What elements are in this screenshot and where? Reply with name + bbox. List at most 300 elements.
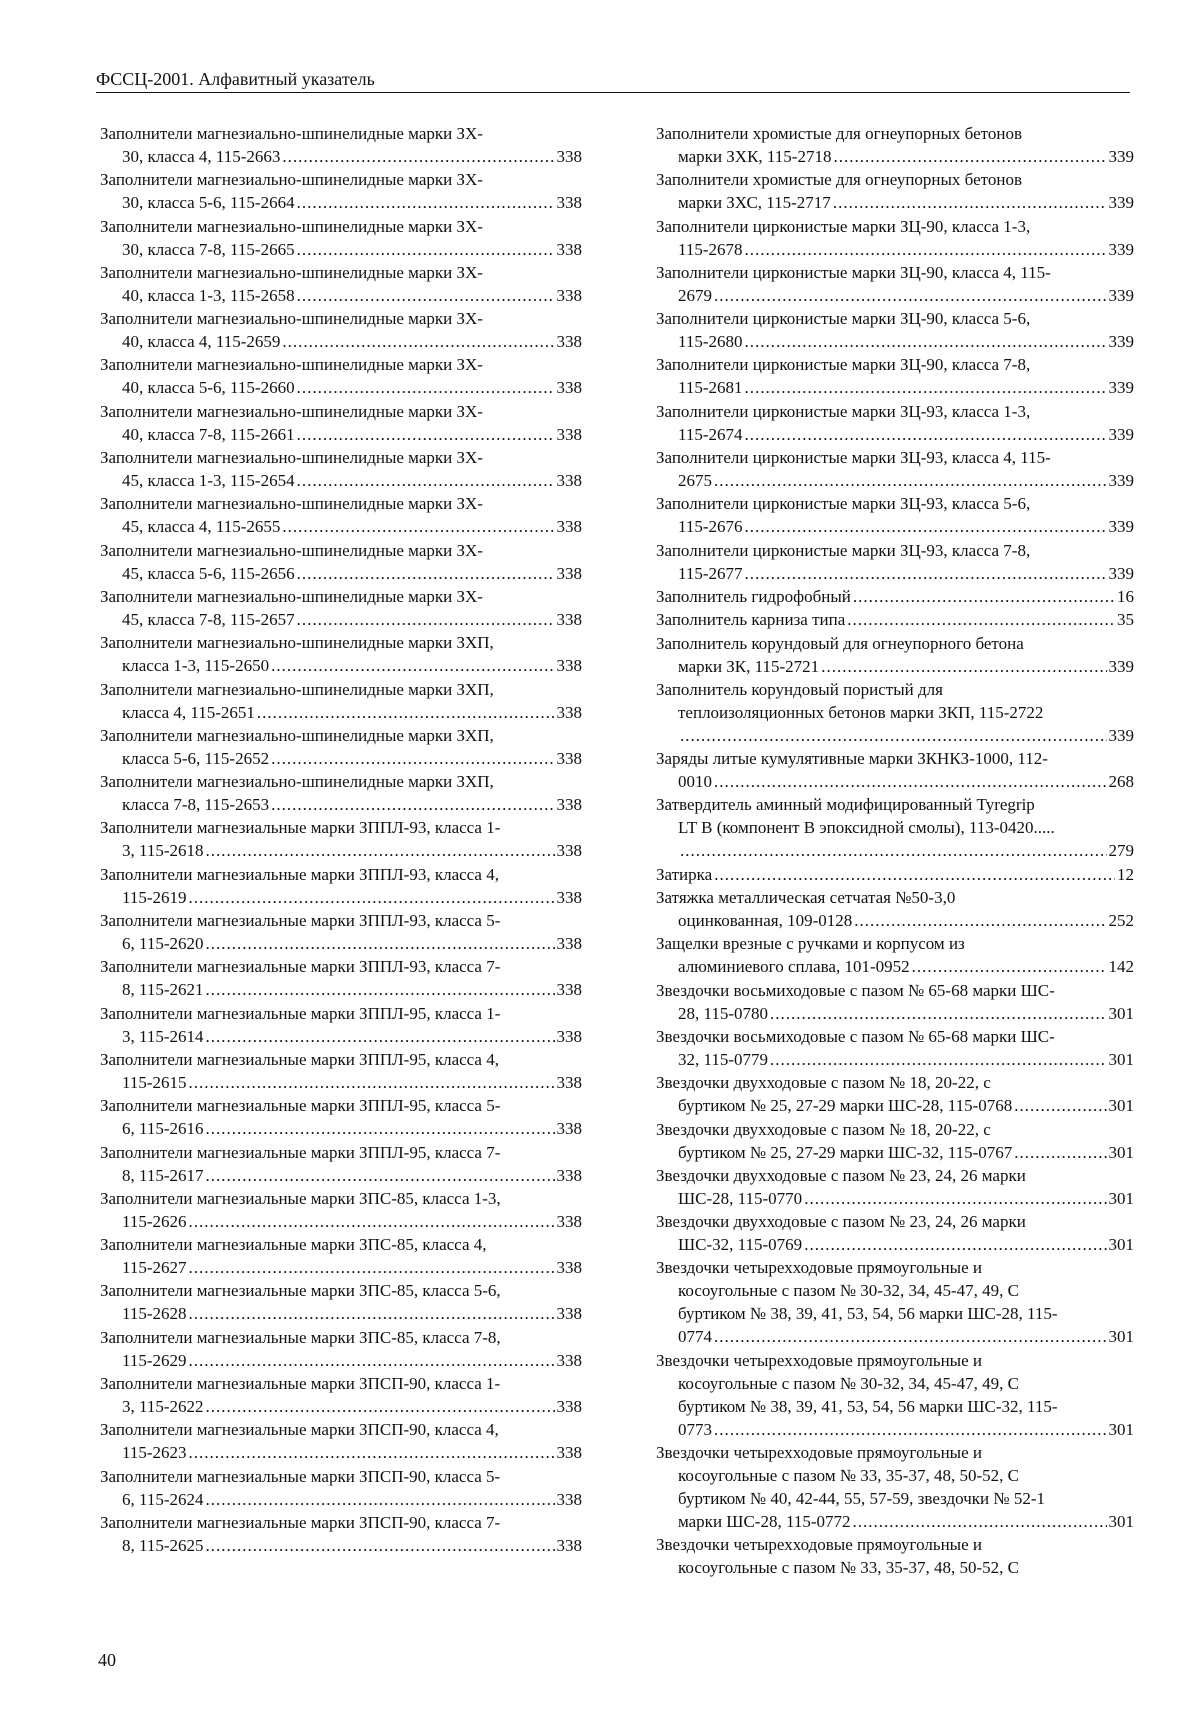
dot-leader [297,191,555,214]
entry-line: Заполнители магнезиальные марки ЗПС-85, класса 5-6, [100,1281,501,1301]
entry-last-line [656,770,1134,793]
entry-line: теплоизоляционных бетонов марки ЗКП, 115-2722 [678,702,1044,722]
entry-line: Заполнители магнезиально-шпинелидные марки ЗХ- [100,401,483,421]
entry-line: Заполнители магнезиально-шпинелидные марки ЗХ- [100,262,483,282]
entry-text: Заполнитель карниза типа [656,610,846,630]
entry-line: косоугольные с пазом № 33, 35-37, 48, 50-52, С [678,1558,1019,1578]
entry-last-line [100,793,582,816]
dot-leader [189,1210,555,1233]
entry-text: ШС-28, 115-0770 [678,1188,803,1208]
dot-leader [853,585,1115,608]
dot-leader [1014,1094,1106,1117]
entry-text: 6, 115-2620 [122,934,204,954]
index-entry [656,747,1134,793]
entry-line: буртиком № 38, 39, 41, 53, 54, 56 марки ШС-28, 115- [678,1304,1058,1324]
index-entry [100,585,582,631]
dot-leader [912,955,1107,978]
entry-line: Заполнители магнезиальные марки ЗПС-85, класса 7-8, [100,1327,501,1347]
entry-text: марки ЗК, 115-2721 [678,656,820,676]
entry-text: 115-2677 [678,563,743,583]
entry-line: Заполнители цирконистые марки ЗЦ-93, класса 7-8, [656,540,1031,560]
entry-text: класса 5-6, 115-2652 [122,748,270,768]
index-entry [656,539,1134,585]
entry-last-line [100,1210,582,1233]
index-entry [656,122,1134,168]
entry-last-line [100,1349,582,1372]
running-header [96,68,1130,93]
entry-last-line [100,284,582,307]
entry-line: Заполнители магнезиальные марки ЗППЛ-95, класса 5- [100,1096,501,1116]
index-entry [656,1025,1134,1071]
entry-text: 115-2628 [122,1304,187,1324]
entry-line: Заполнители магнезиально-шпинелидные марки ЗХП, [100,772,494,792]
dot-leader [206,1164,555,1187]
entry-text: класса 7-8, 115-2653 [122,795,270,815]
entry-last-line [100,654,582,677]
entry-line: Заполнители хромистые для огнеупорных бетонов [656,170,1022,190]
entry-text: 6, 115-2616 [122,1119,204,1139]
index-entry [100,816,582,862]
index-entry [656,1256,1134,1348]
page-ref: 338 [556,1397,582,1417]
dot-leader [271,793,554,816]
entry-line: Звездочки восьмиходовые с пазом № 65-68 марки ШС- [656,1026,1055,1046]
entry-text: класса 1-3, 115-2650 [122,656,270,676]
index-column-right [656,122,1134,1580]
dot-leader [282,145,554,168]
entry-text: 6, 115-2624 [122,1489,204,1509]
page-ref: 339 [1108,193,1134,213]
entry-last-line [100,1441,582,1464]
page-ref: 301 [1108,1327,1134,1347]
entry-text: 8, 115-2625 [122,1535,204,1555]
page-ref: 339 [1108,563,1134,583]
entry-text: 115-2627 [122,1258,187,1278]
index-entry [656,608,1134,631]
dot-leader [745,562,1107,585]
dot-leader [847,608,1115,631]
index-entry [656,678,1134,747]
page-ref: 338 [556,841,582,861]
page-ref: 338 [556,1258,582,1278]
entry-text: Заполнитель гидрофобный [656,586,851,606]
dot-leader [206,932,555,955]
index-entry [100,955,582,1001]
page-ref: 338 [556,1350,582,1370]
entry-text: 3, 115-2622 [122,1397,204,1417]
index-entry [656,632,1134,678]
entry-last-line [656,1048,1134,1071]
page-ref: 12 [1117,864,1134,884]
index-entry [100,261,582,307]
dot-leader [804,1233,1106,1256]
index-entry [100,446,582,492]
entry-line: Заполнители магнезиальные марки ЗПС-85, класса 1-3, [100,1188,501,1208]
entry-last-line [656,423,1134,446]
entry-line: Заполнители хромистые для огнеупорных бетонов [656,124,1022,143]
entry-line: Заполнители магнезиальные марки ЗПСП-90, класса 7- [100,1512,501,1532]
index-entry [100,1002,582,1048]
entry-last-line [656,863,1134,886]
dot-leader [189,1071,555,1094]
page-ref: 339 [1108,725,1134,745]
entry-line: Заполнители магнезиально-шпинелидные марки ЗХ- [100,540,483,560]
entry-line: Заряды литые кумулятивные марки ЗКНКЗ-1000, 112- [656,749,1048,769]
entry-line: косоугольные с пазом № 33, 35-37, 48, 50-52, С [678,1466,1019,1486]
page-ref: 338 [556,1119,582,1139]
entry-line: Заполнители магнезиальные марки ЗППЛ-93, класса 4, [100,864,499,884]
index-entry [100,1233,582,1279]
page-ref: 338 [556,193,582,213]
page-ref: 339 [1108,656,1134,676]
entry-last-line [100,562,582,585]
entry-last-line [100,515,582,538]
entry-last-line [656,1325,1134,1348]
entry-line: LT B (компонент B эпоксидной смолы), 113-0420..... [678,818,1055,838]
entry-line: Заполнители магнезиально-шпинелидные марки ЗХ- [100,586,483,606]
entry-last-line [100,747,582,770]
dot-leader [833,145,1106,168]
entry-last-line [656,562,1134,585]
page-ref: 268 [1108,772,1134,792]
entry-line: Заполнители магнезиально-шпинелидные марки ЗХ- [100,494,483,514]
page-ref: 338 [556,1165,582,1185]
entry-line: Заполнители магнезиально-шпинелидные марки ЗХ- [100,448,483,468]
entry-last-line [656,585,1134,608]
entry-text: 115-2674 [678,424,743,444]
entry-text: 3, 115-2618 [122,841,204,861]
dot-leader [745,330,1107,353]
entry-text: 2675 [678,471,712,491]
index-entry [656,215,1134,261]
page-ref: 301 [1108,1235,1134,1255]
entry-text: 115-2629 [122,1350,187,1370]
index-entry [656,863,1134,886]
page-ref: 338 [556,1026,582,1046]
page-ref: 338 [556,1211,582,1231]
entry-last-line [100,978,582,1001]
entry-line: Заполнители цирконистые марки ЗЦ-90, класса 7-8, [656,355,1031,375]
entry-line: косоугольные с пазом № 30-32, 34, 45-47, 49, С [678,1281,1019,1301]
page-ref: 252 [1108,911,1134,931]
entry-last-line [656,1418,1134,1441]
page-ref: 338 [556,1443,582,1463]
entry-text: 28, 115-0780 [678,1003,769,1023]
dot-leader [680,839,1107,862]
entry-line: буртиком № 38, 39, 41, 53, 54, 56 марки ШС-32, 115- [678,1396,1058,1416]
entry-text: 40, класса 7-8, 115-2661 [122,424,295,444]
entry-line: Заполнители магнезиальные марки ЗППЛ-93, класса 5- [100,911,501,931]
dot-leader [745,515,1107,538]
index-entry [100,539,582,585]
entry-text: 115-2626 [122,1211,187,1231]
index-entry [100,1279,582,1325]
entry-line: Заполнители цирконистые марки ЗЦ-90, класса 4, 115- [656,262,1051,282]
entry-last-line [656,1094,1134,1117]
page-ref: 338 [556,285,582,305]
page-ref: 338 [556,1489,582,1509]
dot-leader [297,562,555,585]
entry-text: Затирка [656,864,713,884]
dot-leader [206,1395,555,1418]
entry-line: Звездочки четырехходовые прямоугольные и [656,1258,982,1278]
page-ref: 338 [556,378,582,398]
entry-text: 2679 [678,285,712,305]
entry-last-line [100,1071,582,1094]
entry-text: 115-2619 [122,887,187,907]
dot-leader [189,1302,555,1325]
entry-text: 115-2680 [678,332,743,352]
index-entry [100,492,582,538]
page-ref: 339 [1108,517,1134,537]
index-entry [656,932,1134,978]
page-ref: 142 [1108,957,1134,977]
entry-text: марки ШС-28, 115-0772 [678,1512,851,1532]
index-entry [100,1048,582,1094]
entry-last-line [100,701,582,724]
dot-leader [745,423,1107,446]
page-ref: 339 [1108,239,1134,259]
dot-leader [854,909,1106,932]
entry-text: 32, 115-0779 [678,1049,769,1069]
entry-line: Защелки врезные с ручками и корпусом из [656,934,965,954]
page-ref: 339 [1108,471,1134,491]
entry-text: 3, 115-2614 [122,1026,204,1046]
page-ref: 301 [1108,1096,1134,1116]
entry-text: 8, 115-2617 [122,1165,204,1185]
entry-last-line [656,1233,1134,1256]
dot-leader [297,423,555,446]
page-ref: 339 [1108,285,1134,305]
entry-last-line [100,423,582,446]
entry-line: Заполнители магнезиальные марки ЗППЛ-95, класса 1- [100,1003,501,1023]
entry-text: 0010 [678,772,712,792]
dot-leader [189,886,555,909]
entry-line: Заполнители магнезиально-шпинелидные марки ЗХ- [100,124,483,143]
index-entry [100,122,582,168]
entry-last-line [656,1187,1134,1210]
page-ref: 338 [556,332,582,352]
entry-text: 0774 [678,1327,712,1347]
page-ref: 338 [556,795,582,815]
index-entry [100,678,582,724]
page-ref: 339 [1108,332,1134,352]
entry-last-line [656,284,1134,307]
entry-line: Заполнители магнезиальные марки ЗПСП-90, класса 1- [100,1374,501,1394]
entry-line: Затяжка металлическая сетчатая №50-3,0 [656,888,956,908]
entry-last-line [656,608,1134,631]
entry-text: 45, класса 7-8, 115-2657 [122,609,295,629]
index-entry [656,1164,1134,1210]
dot-leader [714,469,1107,492]
index-column-left [100,122,582,1557]
page-ref: 338 [556,239,582,259]
page-ref: 338 [556,1535,582,1555]
entry-last-line [100,1164,582,1187]
dot-leader [804,1187,1106,1210]
dot-leader [680,724,1107,747]
dot-leader [271,654,554,677]
page-ref: 35 [1117,610,1134,630]
entry-last-line [100,1488,582,1511]
entry-text: 30, класса 5-6, 115-2664 [122,193,295,213]
entry-last-line [656,515,1134,538]
index-entry [656,400,1134,446]
index-entry [656,1118,1134,1164]
entry-last-line [100,839,582,862]
page-ref: 301 [1108,1512,1134,1532]
entry-line: Заполнители магнезиальные марки ЗПС-85, класса 4, [100,1235,487,1255]
entry-line: Заполнители цирконистые марки ЗЦ-93, класса 5-6, [656,494,1031,514]
entry-line: Заполнители магнезиально-шпинелидные марки ЗХ- [100,216,483,236]
dot-leader [297,284,555,307]
entry-line: Звездочки четырехходовые прямоугольные и [656,1535,982,1555]
entry-line: Заполнитель корундовый для огнеупорного бетона [656,633,1024,653]
entry-last-line [656,330,1134,353]
index-entry [100,400,582,446]
entry-text: оцинкованная, 109-0128 [678,911,853,931]
index-entry [100,770,582,816]
entry-text: 8, 115-2621 [122,980,204,1000]
entry-last-line [656,191,1134,214]
entry-last-line [100,1256,582,1279]
index-entry [656,1533,1134,1579]
entry-last-line [100,1025,582,1048]
page-ref: 338 [556,609,582,629]
dot-leader [297,238,555,261]
index-entry [100,168,582,214]
entry-line: Заполнители цирконистые марки ЗЦ-93, класса 4, 115- [656,448,1051,468]
page-ref: 301 [1108,1049,1134,1069]
entry-line: Звездочки двухходовые с пазом № 18, 20-22, с [656,1119,991,1139]
entry-line: Заполнители цирконистые марки ЗЦ-90, класса 1-3, [656,216,1031,236]
entry-line: Заполнители магнезиально-шпинелидные марки ЗХП, [100,679,494,699]
entry-text: 45, класса 1-3, 115-2654 [122,471,295,491]
dot-leader [189,1441,555,1464]
page-ref: 279 [1108,841,1134,861]
entry-text: 115-2623 [122,1443,187,1463]
dot-leader [821,655,1106,678]
entry-last-line [100,191,582,214]
dot-leader [206,1117,555,1140]
page-ref: 339 [1108,378,1134,398]
entry-line: Звездочки четырехходовые прямоугольные и [656,1443,982,1463]
entry-line: Заполнители магнезиально-шпинелидные марки ЗХ- [100,355,483,375]
entry-last-line [100,145,582,168]
dot-leader [714,1325,1107,1348]
page-ref: 338 [556,424,582,444]
dot-leader [1014,1141,1106,1164]
index-entry [656,979,1134,1025]
page-ref: 339 [1108,147,1134,166]
page-ref: 338 [556,748,582,768]
entry-line: Заполнители магнезиальные марки ЗПСП-90, класса 4, [100,1420,499,1440]
dot-leader [206,1534,555,1557]
page-ref: 338 [556,563,582,583]
entry-line: Заполнители магнезиальные марки ЗППЛ-93, класса 1- [100,818,501,838]
entry-last-line [100,238,582,261]
page-ref: 338 [556,702,582,722]
page-ref: 16 [1117,586,1134,606]
entry-last-line [656,1141,1134,1164]
index-entry [100,353,582,399]
dot-leader [745,376,1107,399]
page-ref: 338 [556,147,582,166]
entry-last-line [656,145,1134,168]
index-entry [100,1187,582,1233]
entry-last-line [100,1534,582,1557]
entry-last-line [100,1117,582,1140]
entry-last-line [656,1510,1134,1533]
entry-last-line [100,376,582,399]
index-entry [656,585,1134,608]
dot-leader [257,701,555,724]
index-entry [100,1372,582,1418]
dot-leader [297,469,555,492]
entry-line: Звездочки двухходовые с пазом № 23, 24, 26 марки [656,1165,1026,1185]
entry-line: Звездочки двухходовые с пазом № 18, 20-22, с [656,1073,991,1093]
page-ref: 339 [1108,424,1134,444]
index-entry [656,886,1134,932]
entry-last-line [656,724,1134,747]
entry-text: марки ЗХС, 115-2717 [678,193,831,213]
dot-leader [714,1418,1107,1441]
dot-leader [852,1510,1106,1533]
entry-line: Звездочки восьмиходовые с пазом № 65-68 марки ШС- [656,980,1055,1000]
index-entry [100,1141,582,1187]
index-entry [656,261,1134,307]
entry-text: 40, класса 5-6, 115-2660 [122,378,295,398]
entry-last-line [656,469,1134,492]
entry-last-line [100,886,582,909]
entry-text: 40, класса 4, 115-2659 [122,332,281,352]
entry-last-line [100,1395,582,1418]
entry-last-line [100,608,582,631]
dot-leader [206,1488,555,1511]
entry-text: буртиком № 25, 27-29 марки ШС-32, 115-0767 [678,1142,1013,1162]
index-entry [656,446,1134,492]
page-ref: 301 [1108,1142,1134,1162]
entry-line: Заполнители цирконистые марки ЗЦ-93, класса 1-3, [656,401,1031,421]
entry-line: Заполнители цирконистые марки ЗЦ-90, класса 5-6, [656,309,1031,329]
entry-text: 0773 [678,1419,712,1439]
dot-leader [282,515,554,538]
page-ref: 338 [556,656,582,676]
page-ref: 338 [556,887,582,907]
entry-line: буртиком № 40, 42-44, 55, 57-59, звездочки № 52-1 [678,1489,1045,1509]
entry-line: Заполнители магнезиально-шпинелидные марки ЗХП, [100,725,494,745]
index-entry [100,631,582,677]
dot-leader [206,839,555,862]
dot-leader [206,1025,555,1048]
dot-leader [714,863,1115,886]
page-ref: 301 [1108,1003,1134,1023]
dot-leader [714,770,1107,793]
entry-line: Заполнители магнезиальные марки ЗППЛ-95, класса 7- [100,1142,501,1162]
index-entry [100,724,582,770]
entry-last-line [656,839,1134,862]
entry-last-line [100,1302,582,1325]
index-entry [100,909,582,955]
entry-text: 40, класса 1-3, 115-2658 [122,285,295,305]
index-entry [100,1511,582,1557]
entry-text: алюминиевого сплава, 101-0952 [678,957,910,977]
entry-line: Заполнители магнезиально-шпинелидные марки ЗХ- [100,309,483,329]
entry-text: 45, класса 4, 115-2655 [122,517,281,537]
index-entry [100,1465,582,1511]
page-ref: 338 [556,517,582,537]
entry-line: Заполнители магнезиальные марки ЗППЛ-95, класса 4, [100,1049,499,1069]
